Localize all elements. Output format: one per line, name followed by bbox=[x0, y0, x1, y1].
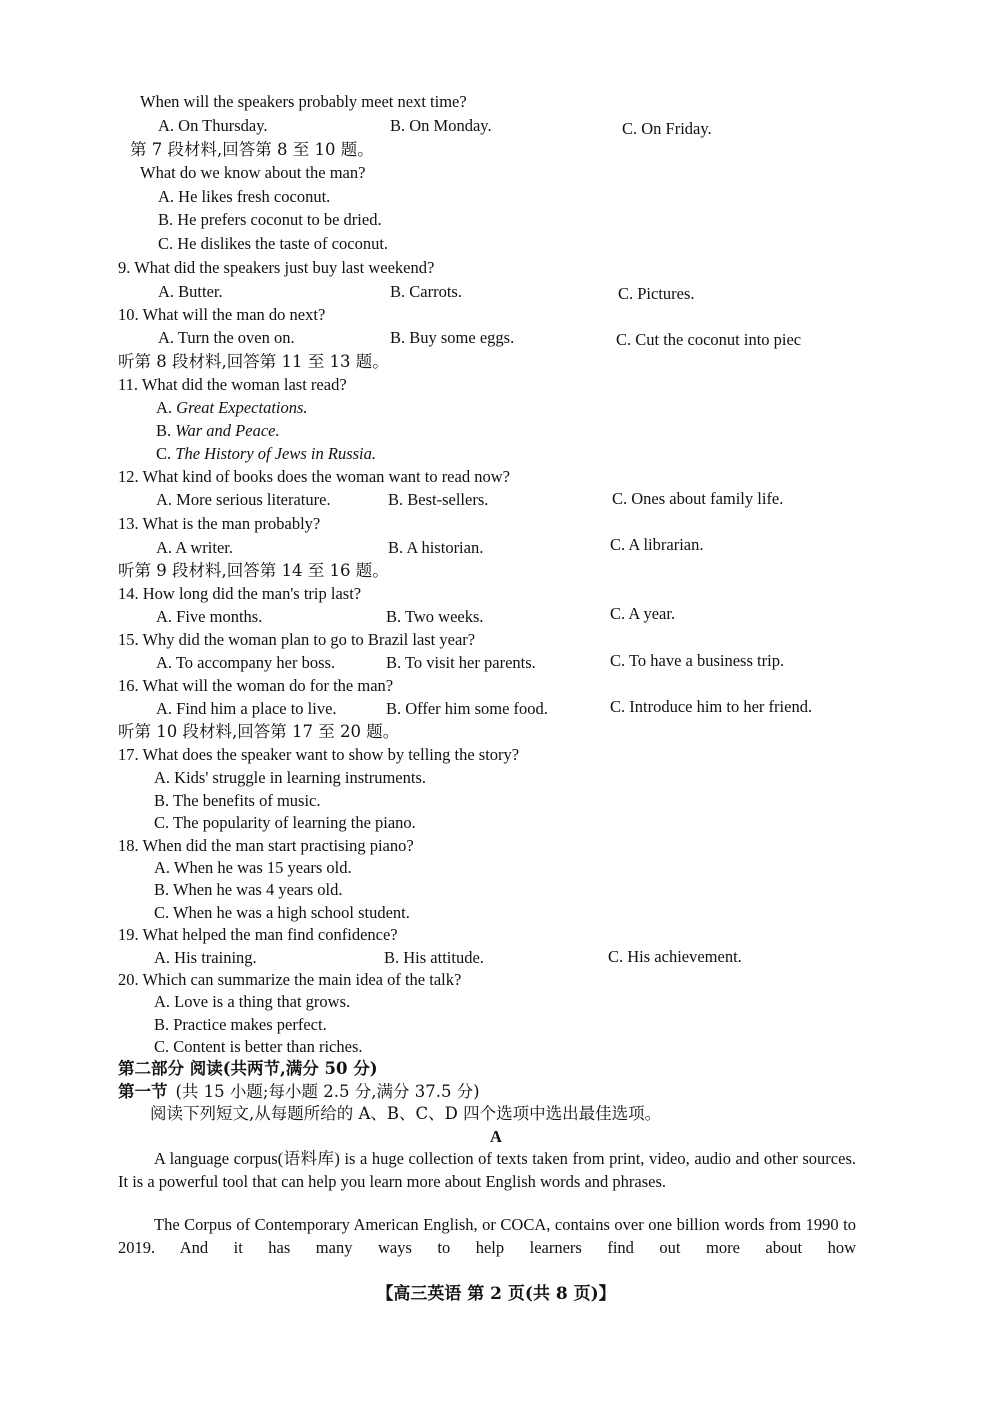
passage-label: A bbox=[490, 1127, 502, 1146]
option-a: A. To accompany her boss. bbox=[156, 653, 336, 672]
option-a bbox=[156, 398, 308, 418]
question-stem: 20. Which can summarize the main idea of the talk? bbox=[118, 970, 462, 989]
option-b: B. To visit her parents. bbox=[386, 653, 536, 672]
option-b: B. When he was 4 years old. bbox=[154, 880, 343, 899]
section-heading bbox=[118, 1082, 480, 1102]
option-c: C. Cut the coconut into piec bbox=[616, 330, 802, 349]
option-c: C. Ones about family life. bbox=[612, 489, 784, 508]
section-heading: 听第 9 段材料,回答第 14 至 16 题。 bbox=[118, 561, 389, 580]
option-a: A. More serious literature. bbox=[156, 490, 331, 509]
option-a: A. On Thursday. bbox=[158, 116, 268, 135]
question-stem: 18. When did the man start practising piano? bbox=[118, 836, 414, 855]
option-c bbox=[156, 444, 376, 464]
option-a: A. His training. bbox=[154, 948, 257, 967]
option-b: B. The benefits of music. bbox=[154, 791, 321, 810]
option-a: A. Kids' struggle in learning instruments. bbox=[154, 768, 426, 787]
book-title: The History of Jews in Russia. bbox=[175, 444, 377, 463]
section-detail: (共 15 小题;每小题 2.5 分,满分 37.5 分) bbox=[175, 1082, 480, 1101]
book-title: Great Expectations. bbox=[176, 398, 308, 417]
section-heading: 听第 10 段材料,回答第 17 至 20 题。 bbox=[118, 722, 400, 741]
option-b: B. On Monday. bbox=[390, 116, 492, 135]
option-c: C. Pictures. bbox=[618, 284, 695, 303]
question-stem: When will the speakers probably meet next time? bbox=[140, 92, 467, 111]
question-stem: 16. What will the woman do for the man? bbox=[118, 676, 394, 695]
section-label: 第一节 bbox=[118, 1082, 168, 1101]
question-stem: What do we know about the man? bbox=[140, 163, 366, 182]
question-stem: 11. What did the woman last read? bbox=[118, 375, 347, 394]
option-a: A. Five months. bbox=[156, 607, 263, 626]
option-c: C. When he was a high school student. bbox=[154, 903, 410, 922]
option-a: A. Turn the oven on. bbox=[158, 328, 295, 347]
option-b: B. Best-sellers. bbox=[388, 490, 489, 509]
option-b: B. He prefers coconut to be dried. bbox=[158, 210, 382, 229]
option-a: A. A writer. bbox=[156, 538, 233, 557]
option-b: B. Two weeks. bbox=[386, 607, 484, 626]
passage-paragraph: The Corpus of Contemporary American English, or COCA, contains over one billion words from 1990 to 2019. And it has many ways to help learners find out more about how bbox=[118, 1215, 856, 1257]
option-b: B. Buy some eggs. bbox=[390, 328, 515, 347]
option-b: B. Offer him some food. bbox=[386, 699, 548, 718]
question-stem: 14. How long did the man's trip last? bbox=[118, 584, 362, 603]
option-a-prefix: A. bbox=[156, 398, 177, 417]
option-c: C. To have a business trip. bbox=[610, 651, 785, 670]
option-a: A. He likes fresh coconut. bbox=[158, 187, 331, 206]
option-b: B. His attitude. bbox=[384, 948, 484, 967]
option-a: A. Find him a place to live. bbox=[156, 699, 337, 718]
question-stem: 10. What will the man do next? bbox=[118, 305, 326, 324]
reading-instruction: 阅读下列短文,从每题所给的 A、B、C、D 四个选项中选出最佳选项。 bbox=[150, 1104, 662, 1123]
part-heading: 第二部分 阅读(共两节,满分 50 分) bbox=[118, 1059, 378, 1078]
book-title: War and Peace. bbox=[175, 421, 280, 440]
section-heading: 听第 8 段材料,回答第 11 至 13 题。 bbox=[118, 352, 389, 371]
question-stem: 9. What did the speakers just buy last weekend? bbox=[118, 258, 435, 277]
page-footer: 【高三英语 第 2 页(共 8 页)】 bbox=[376, 1284, 616, 1304]
option-c-prefix: C. bbox=[156, 444, 176, 463]
option-b-prefix: B. bbox=[156, 421, 176, 440]
option-c: C. A librarian. bbox=[610, 535, 704, 554]
option-b bbox=[156, 421, 280, 441]
option-c: C. On Friday. bbox=[622, 119, 712, 138]
option-a: A. Butter. bbox=[158, 282, 223, 301]
option-a: A. When he was 15 years old. bbox=[154, 858, 352, 877]
option-c: C. He dislikes the taste of coconut. bbox=[158, 234, 389, 253]
question-stem: 15. Why did the woman plan to go to Brazil last year? bbox=[118, 630, 476, 649]
section-heading: 第 7 段材料,回答第 8 至 10 题。 bbox=[130, 140, 374, 159]
option-b: B. Carrots. bbox=[390, 282, 462, 301]
passage-paragraph: A language corpus(语料库) is a huge collection of texts taken from print, video, audio and other sources. It is a powerful tool that can help you learn more about English words and phrases. bbox=[118, 1149, 856, 1191]
option-c: C. Introduce him to her friend. bbox=[610, 697, 813, 716]
question-stem: 13. What is the man probably? bbox=[118, 514, 321, 533]
option-c: C. Content is better than riches. bbox=[154, 1037, 363, 1056]
option-c: C. The popularity of learning the piano. bbox=[154, 813, 416, 832]
option-b: B. Practice makes perfect. bbox=[154, 1015, 327, 1034]
option-a: A. Love is a thing that grows. bbox=[154, 992, 351, 1011]
option-c: C. His achievement. bbox=[608, 947, 742, 966]
question-stem: 12. What kind of books does the woman want to read now? bbox=[118, 467, 510, 486]
question-stem: 19. What helped the man find confidence? bbox=[118, 925, 398, 944]
question-stem: 17. What does the speaker want to show by telling the story? bbox=[118, 745, 520, 764]
option-b: B. A historian. bbox=[388, 538, 484, 557]
option-c: C. A year. bbox=[610, 604, 676, 623]
